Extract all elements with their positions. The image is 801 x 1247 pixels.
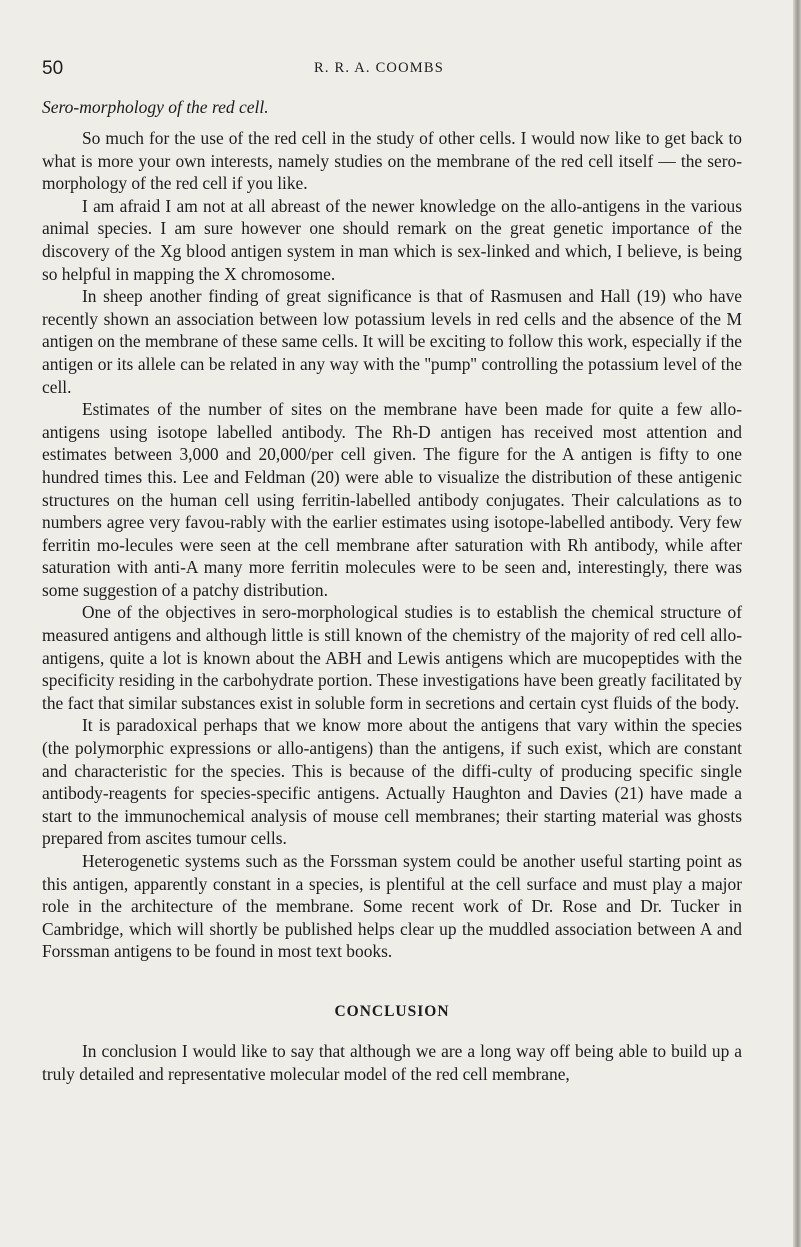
paragraph-species-antigens: It is paradoxical perhaps that we know more about the antigens that vary within the species (the polymorphic expressions or allo-antigens) than the antigens, if such exist, which are constant and characteristic for the species. This is because of the diffi-culty of producing specific single antibody-reagents for species-specific antigens. Actually Haughton and Davies (21) have made a start to the immunochemical analysis of mouse cell membranes; their starting material was ghosts prepared from ascites tumour cells. [42, 715, 742, 849]
book-page [42, 58, 742, 1085]
page-edge-shadow [793, 0, 801, 1247]
body-text [42, 127, 742, 963]
paragraph-antigen-sites: Estimates of the number of sites on the membrane have been made for quite a few allo-antigens using isotope labelled antibody. The Rh-D antigen has received most attention and estimates between 3,000 and 20,000/per cell given. The figure for the A antigen is fifty to one hundred times this. Lee and Feldman (20) were able to visualize the distribution of these antigenic structures on the human cell using ferritin-labelled antibody conjugates. Their calculations as to numbers agree very favou-rably with the earlier estimates using isotope-labelled antibody. Very few ferritin mo-lecules were seen at the cell membrane after saturation with Rh antibody, while after saturation with anti-A many more ferritin molecules were to be seen and, interestingly, there was some suggestion of a patchy distribution. [42, 399, 742, 600]
paragraph-conclusion: In conclusion I would like to say that although we are a long way off being able to build up a truly detailed and representative molecular model of the red cell membrane, [42, 1040, 742, 1084]
paragraph-chemical-structure: One of the objectives in sero-morphological studies is to establish the chemical structure of measured antigens and although little is still known of the chemistry of the majority of red cell allo-antigens, quite a lot is known about the ABH and Lewis antigens which are mucopeptides with the specificity residing in the carbohydrate portion. These investigations have been greatly facilitated by the fact that similar substances exist in soluble form in secretions and certain cyst fluids of the body. [42, 602, 742, 713]
page-header [42, 58, 742, 82]
paragraph-xg-antigen: I am afraid I am not at all abreast of the newer knowledge on the allo-antigens in the various animal species. I am sure however one should remark on the great genetic importance of the discovery of the Xg blood antigen system in man which is sex-linked and which, I believe, is being so helpful in mapping the X chromosome. [42, 195, 742, 284]
paragraph-sheep-potassium: In sheep another finding of great significance is that of Rasmusen and Hall (19) who have recently shown an association between low potassium levels in red cells and the absence of the M antigen on the membrane of these same cells. It will be exciting to follow this work, especially if the antigen or its allele can be related in any way with the ''pump'' controlling the potassium level of the cell. [42, 286, 742, 397]
section-title: Sero-morphology of the red cell. [42, 97, 269, 117]
paragraph-red-cell-intro: So much for the use of the red cell in the study of other cells. I would now like to get back to what is more your own interests, namely studies on the membrane of the red cell itself — the sero-morphology of the red cell if you like. [42, 128, 742, 194]
conclusion-heading: CONCLUSION [334, 1002, 450, 1020]
paragraph-forssman: Heterogenetic systems such as the Forssman system could be another useful starting point as this antigen, apparently constant in a species, is plentiful at the cell surface and must play a major role in the architecture of the membrane. Some recent work of Dr. Rose and Dr. Tucker in Cambridge, which will shortly be published helps clear up the muddled association between A and Forssman antigens to be found in most text books. [42, 851, 742, 962]
running-head: R. R. A. COOMBS [314, 60, 445, 76]
page-number: 50 [42, 58, 64, 79]
